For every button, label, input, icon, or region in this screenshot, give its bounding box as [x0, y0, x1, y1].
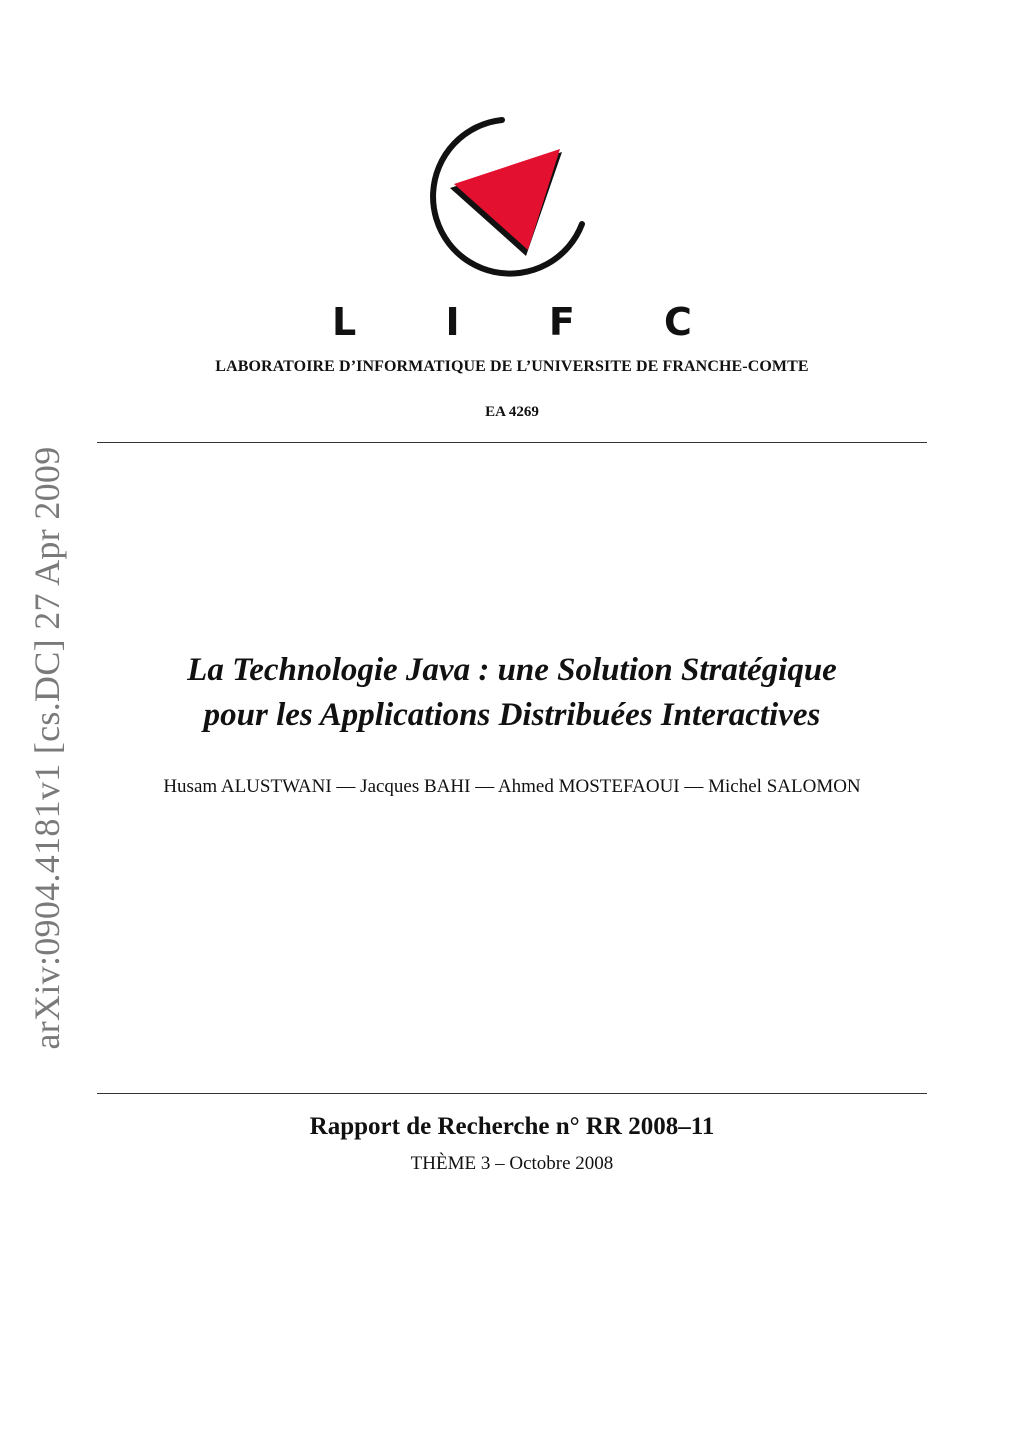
laboratory-code: EA 4269: [485, 404, 539, 420]
paper-title-line-2: pour les Applications Distribuées Interactives: [203, 697, 821, 733]
paper-title: [0, 648, 1024, 738]
lifc-wordmark: L I F C: [332, 300, 730, 344]
lifc-emblem-icon: [410, 112, 610, 292]
report-number: Rapport de Recherche n° RR 2008–11: [309, 1113, 715, 1140]
lifc-logo: [410, 112, 610, 292]
top-divider: [97, 442, 927, 443]
laboratory-name: LABORATOIRE D’INFORMATIQUE DE L’UNIVERSITE DE FRANCHE-COMTE: [215, 358, 809, 375]
paper-title-line-1: La Technologie Java : une Solution Stratégique: [187, 652, 837, 688]
paper-authors: Husam ALUSTWANI — Jacques BAHI — Ahmed MOSTEFAOUI — Michel SALOMON: [163, 776, 861, 797]
report-theme-date: THÈME 3 – Octobre 2008: [410, 1153, 614, 1174]
arxiv-stamp-text: arXiv:0904.4181v1 [cs.DC] 27 Apr 2009: [27, 446, 67, 1050]
bottom-divider: [97, 1093, 927, 1094]
